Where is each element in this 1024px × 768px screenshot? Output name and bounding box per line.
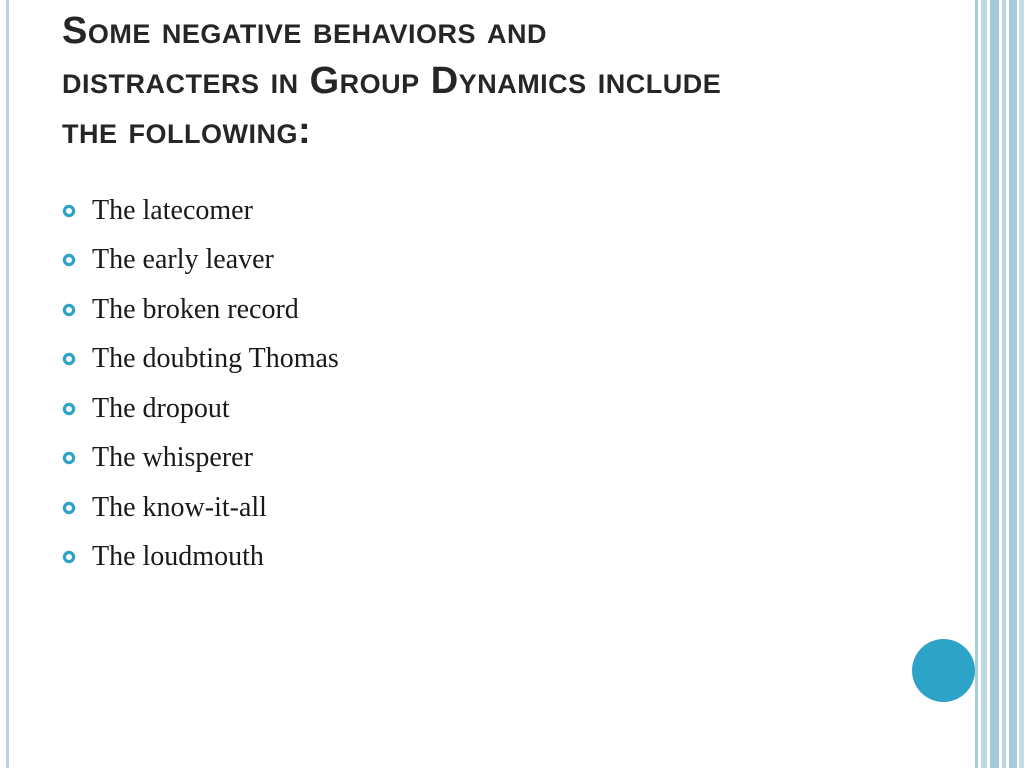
bullet-item: [62, 335, 339, 385]
bullet-item: [62, 533, 339, 583]
bullet-text: The early leaver: [92, 244, 274, 276]
title-line: Some negative behaviors and: [62, 10, 548, 52]
bullet-text: The loudmouth: [92, 541, 264, 573]
ring-bullet-icon: [62, 204, 76, 218]
bullet-item: [62, 186, 339, 236]
bullet-text: The broken record: [92, 293, 299, 325]
right-stripe: [990, 0, 999, 768]
bullet-text: The doubting Thomas: [92, 343, 339, 375]
bullet-text: The latecomer: [92, 194, 253, 226]
left-accent-line: [6, 0, 9, 768]
bullet-text: The dropout: [92, 392, 230, 424]
ring-bullet-icon: [62, 402, 76, 416]
decorative-circle: [912, 639, 975, 702]
bullet-list: [62, 186, 339, 582]
ring-bullet-icon: [62, 451, 76, 465]
bullet-item: [62, 285, 339, 335]
title-line: the following:: [62, 110, 312, 152]
bullet-item: [62, 236, 339, 286]
right-stripe: [1009, 0, 1017, 768]
bullet-text: The know-it-all: [92, 491, 267, 523]
ring-bullet-icon: [62, 303, 76, 317]
ring-bullet-icon: [62, 501, 76, 515]
ring-bullet-icon: [62, 550, 76, 564]
right-stripe: [1002, 0, 1006, 768]
right-stripe: [1019, 0, 1024, 768]
bullet-item: [62, 434, 339, 484]
bullet-text: The whisperer: [92, 442, 253, 474]
ring-bullet-icon: [62, 253, 76, 267]
bullet-item: [62, 483, 339, 533]
right-stripe: [975, 0, 978, 768]
ring-bullet-icon: [62, 352, 76, 366]
right-stripe: [981, 0, 987, 768]
bullet-item: [62, 384, 339, 434]
slide-title: [62, 6, 922, 156]
title-line: distracters in Group Dynamics include: [62, 60, 722, 102]
